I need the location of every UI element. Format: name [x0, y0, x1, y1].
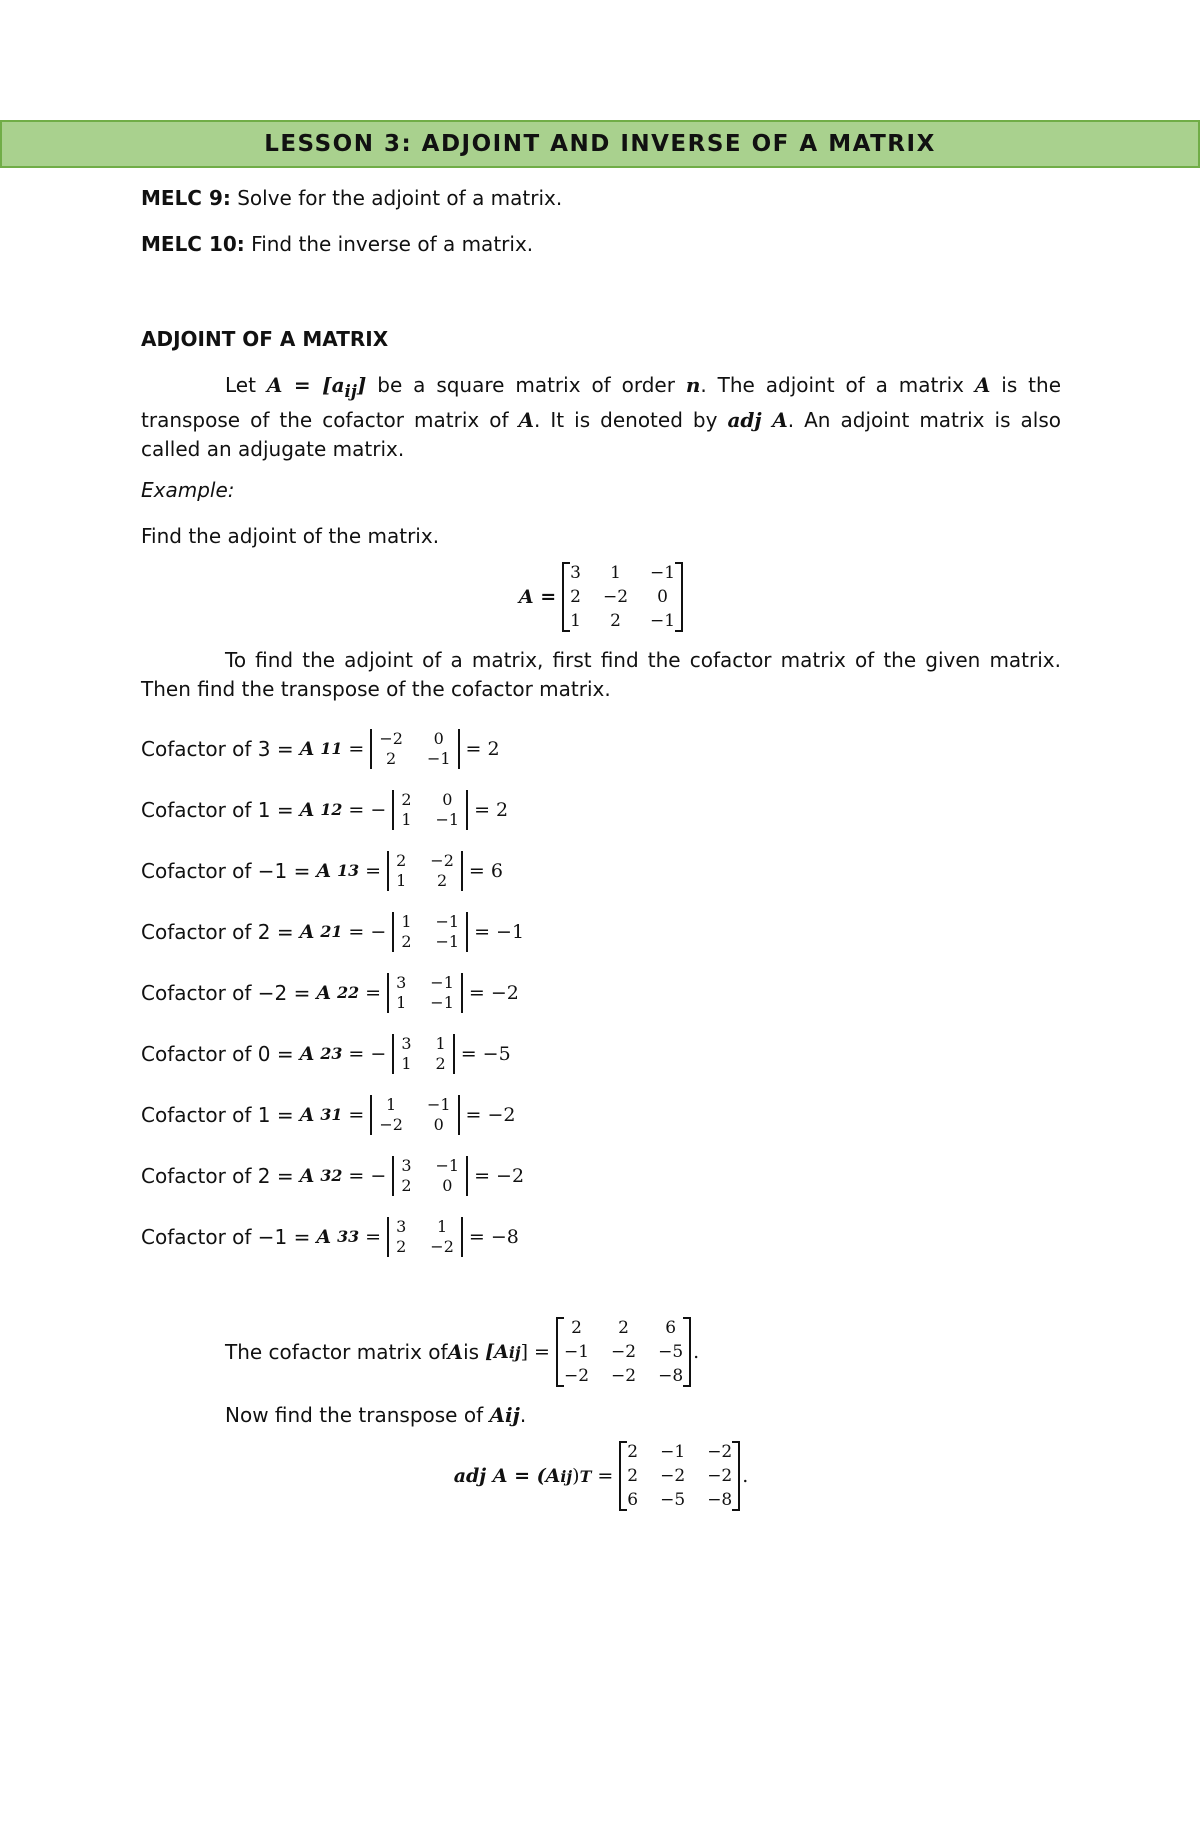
example-label: Example:: [141, 478, 235, 502]
adjoint-matrix: 2 −1 −2 2 −2 −2 6 −5 −8: [619, 1441, 740, 1511]
determinant: 2 −2 1 2: [387, 851, 463, 891]
determinant: 1 −1 2 −1: [392, 912, 468, 952]
cofactor-matrix-section: [141, 1317, 1061, 1427]
determinant: 2 0 1 −1: [392, 790, 468, 830]
determinant: 3 −1 1 −1: [387, 973, 463, 1013]
determinant: 3 1 2 −2: [387, 1217, 463, 1257]
cofactor-row: Cofactor of −1 = A 13 = 2 −2 1 2 = 6: [141, 850, 503, 890]
explanation-text: To find the adjoint of a matrix, first find the cofactor matrix of the given matrix. Then find the transpose of the cofactor matrix.: [141, 648, 1061, 701]
lesson-title: LESSON 3: ADJOINT AND INVERSE OF A MATRIX: [264, 131, 936, 157]
cofactor-row: Cofactor of 2 = A 32 = − 3 −1 2 0 = −2: [141, 1155, 525, 1195]
cofactor-row: Cofactor of 3 = A 11 = −2 0 2 −1 = 2: [141, 728, 500, 768]
matrix-a-label: A =: [518, 586, 557, 608]
lesson-content: [141, 185, 1061, 1525]
lesson-banner: [0, 120, 1200, 168]
section-title: ADJOINT OF A MATRIX: [141, 327, 389, 351]
cofactor-row: Cofactor of −1 = A 33 = 3 1 2 −2 = −8: [141, 1216, 519, 1256]
determinant: 3 1 1 2: [392, 1034, 454, 1074]
determinant: 1 −1 −2 0: [370, 1095, 459, 1135]
cofactor-matrix-line: The cofactor matrix of A is [A ij ] = 2 2 6 −1 −2 −5 −2 −2 −8 .: [225, 1318, 700, 1386]
melc-10: MELC 10: Find the inverse of a matrix.: [141, 232, 534, 256]
cofactor-matrix: 2 2 6 −1 −2 −5 −2 −2 −8: [556, 1317, 691, 1387]
cofactor-row: Cofactor of 2 = A 21 = − 1 −1 2 −1 = −1: [141, 911, 525, 951]
adjoint-definition: Let $A = [a_{ij}]$ be a square matrix of order n. The adjoint of a matrix A is the transpose of the cofactor matrix of A. It is denoted by adj A. An adjoint matrix is also called an adjugate matrix.: [141, 373, 1061, 461]
cofactor-row: Cofactor of 1 = A 12 = − 2 0 1 −1 = 2: [141, 789, 509, 829]
cofactor-list: [141, 718, 1061, 1267]
determinant: 3 −1 2 0: [392, 1156, 468, 1196]
example-prompt: Find the adjoint of the matrix.: [141, 524, 440, 548]
melc-9: MELC 9: Solve for the adjoint of a matrix.: [141, 186, 563, 210]
matrix-a: 3 1 −1 2 −2 0 1 2 −1: [562, 562, 683, 632]
cofactor-row: Cofactor of −2 = A 22 = 3 −1 1 −1 = −2: [141, 972, 519, 1012]
cofactor-row: Cofactor of 0 = A 23 = − 3 1 1 2 = −5: [141, 1033, 511, 1073]
cofactor-row: Cofactor of 1 = A 31 = 1 −1 −2 0 = −2: [141, 1094, 516, 1134]
transpose-sentence: Now find the transpose of Aij.: [225, 1403, 527, 1427]
determinant: −2 0 2 −1: [370, 729, 459, 769]
adjoint-equation: adj A = (A ij ) T = 2 −1 −2 2 −2 −2 6 −5 −8 .: [453, 1442, 749, 1510]
matrix-a-equation: [141, 562, 1061, 632]
